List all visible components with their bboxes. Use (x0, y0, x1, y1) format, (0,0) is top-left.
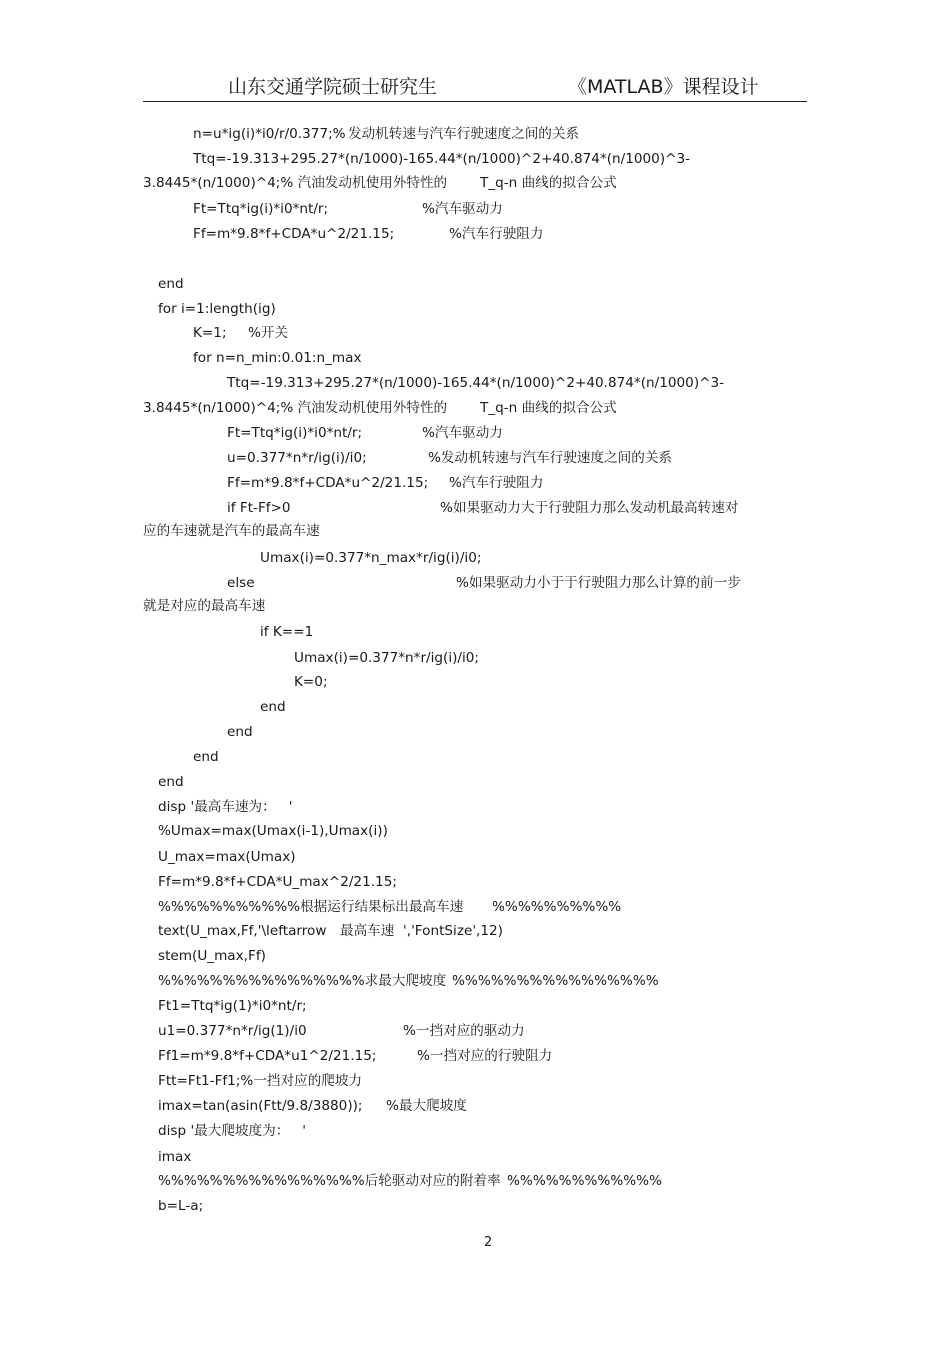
code-line: imax=tan(asin(Ftt/9.8/3880)); (158, 1098, 363, 1114)
code-line: Ttq=-19.313+295.27*(n/1000)-165.44*(n/1000)^2+40.874*(n/1000)^3- (227, 375, 725, 391)
code-comment: %如果驱动力小于于行驶阻力那么计算的前一步 (456, 575, 741, 591)
code-line: text(U_max,Ff,'\leftarrow (158, 923, 327, 939)
code-line: if K==1 (260, 624, 314, 640)
code-line: 3.8445*(n/1000)^4;% 汽油发动机使用外特性的 (143, 175, 448, 191)
code-comment: %发动机转速与汽车行驶速度之间的关系 (428, 450, 673, 466)
code-comment: 最高车速 ','FontSize',12) (340, 923, 503, 939)
code-comment: 发动机转速与汽车行驶速度之间的关系 (348, 126, 580, 142)
code-line: U_max=max(Umax) (158, 849, 296, 865)
code-comment: %汽车驱动力 (422, 201, 503, 217)
header-rule (143, 101, 807, 102)
code-line: imax (158, 1149, 192, 1165)
code-comment: %开关 (248, 325, 289, 341)
code-line: end (158, 774, 184, 790)
code-line: Umax(i)=0.377*n*r/ig(i)/i0; (294, 650, 480, 666)
code-line: end (158, 276, 184, 292)
code-line: else (227, 575, 255, 591)
code-comment: %一挡对应的行驶阻力 (417, 1048, 553, 1064)
page-number: 2 (484, 1235, 493, 1250)
code-line: Ft1=Ttq*ig(1)*i0*nt/r; (158, 998, 307, 1014)
code-line: end (193, 749, 219, 765)
header-right-title: 《MATLAB》课程设计 (568, 76, 759, 98)
code-line: %%%%%%%%%%%%%%%%求最大爬坡度 (158, 973, 447, 989)
code-line: %%%%%%%%%%%根据运行结果标出最高车速 (158, 899, 464, 915)
code-comment: %最大爬坡度 (386, 1098, 467, 1114)
code-line: end (260, 699, 286, 715)
code-comment: %一挡对应的驱动力 (403, 1023, 525, 1039)
header-left-title: 山东交通学院硕士研究生 (228, 76, 438, 98)
code-line: Ff1=m*9.8*f+CDA*u1^2/21.15; (158, 1048, 377, 1064)
code-line: u=0.377*n*r/ig(i)/i0; (227, 450, 367, 466)
code-line: 就是对应的最高车速 (143, 598, 266, 614)
code-line: Ff=m*9.8*f+CDA*U_max^2/21.15; (158, 874, 397, 890)
code-line: b=L-a; (158, 1198, 204, 1214)
code-comment: T_q-n 曲线的拟合公式 (480, 400, 617, 416)
code-line: %%%%%%%%%%%%%%%%后轮驱动对应的附着率 (158, 1173, 501, 1189)
code-line: 应的车速就是汽车的最高车速 (143, 523, 320, 539)
code-line: stem(U_max,Ff) (158, 948, 266, 964)
code-line: for n=n_min:0.01:n_max (193, 350, 362, 366)
code-comment: %%%%%%%%%%%%%%%% (452, 973, 659, 989)
code-line: Ft=Ttq*ig(i)*i0*nt/r; (193, 201, 329, 217)
code-line: disp '最大爬坡度为： ' (158, 1123, 307, 1139)
code-comment: %%%%%%%%%%%% (507, 1173, 663, 1189)
code-line: Umax(i)=0.377*n_max*r/ig(i)/i0; (260, 550, 482, 566)
code-line: %Umax=max(Umax(i-1),Umax(i)) (158, 823, 388, 839)
code-line: Ft=Ttq*ig(i)*i0*nt/r; (227, 425, 363, 441)
code-line: if Ft-Ff>0 (227, 500, 291, 516)
code-comment: %汽车行驶阻力 (449, 475, 544, 491)
code-line: Ttq=-19.313+295.27*(n/1000)-165.44*(n/1000)^2+40.874*(n/1000)^3- (193, 151, 691, 167)
code-comment: %如果驱动力大于行驶阻力那么发动机最高转速对 (440, 500, 739, 516)
code-line: Ff=m*9.8*f+CDA*u^2/21.15; (227, 475, 429, 491)
code-line: for i=1:length(ig) (158, 301, 276, 317)
code-line: K=0; (294, 674, 328, 690)
code-comment: %汽车驱动力 (422, 425, 503, 441)
code-line: K=1; (193, 325, 227, 341)
code-comment: %汽车行驶阻力 (449, 226, 544, 242)
code-line: u1=0.377*n*r/ig(1)/i0 (158, 1023, 307, 1039)
code-line: Ff=m*9.8*f+CDA*u^2/21.15; (193, 226, 395, 242)
code-line: 3.8445*(n/1000)^4;% 汽油发动机使用外特性的 (143, 400, 448, 416)
code-line: Ftt=Ft1-Ff1;%一挡对应的爬坡力 (158, 1073, 363, 1089)
code-line: end (227, 724, 253, 740)
code-comment: %%%%%%%%%% (492, 899, 622, 915)
code-line: n=u*ig(i)*i0/r/0.377;% (193, 126, 346, 142)
code-comment: T_q-n 曲线的拟合公式 (480, 175, 617, 191)
code-line: disp '最高车速为： ' (158, 799, 293, 815)
